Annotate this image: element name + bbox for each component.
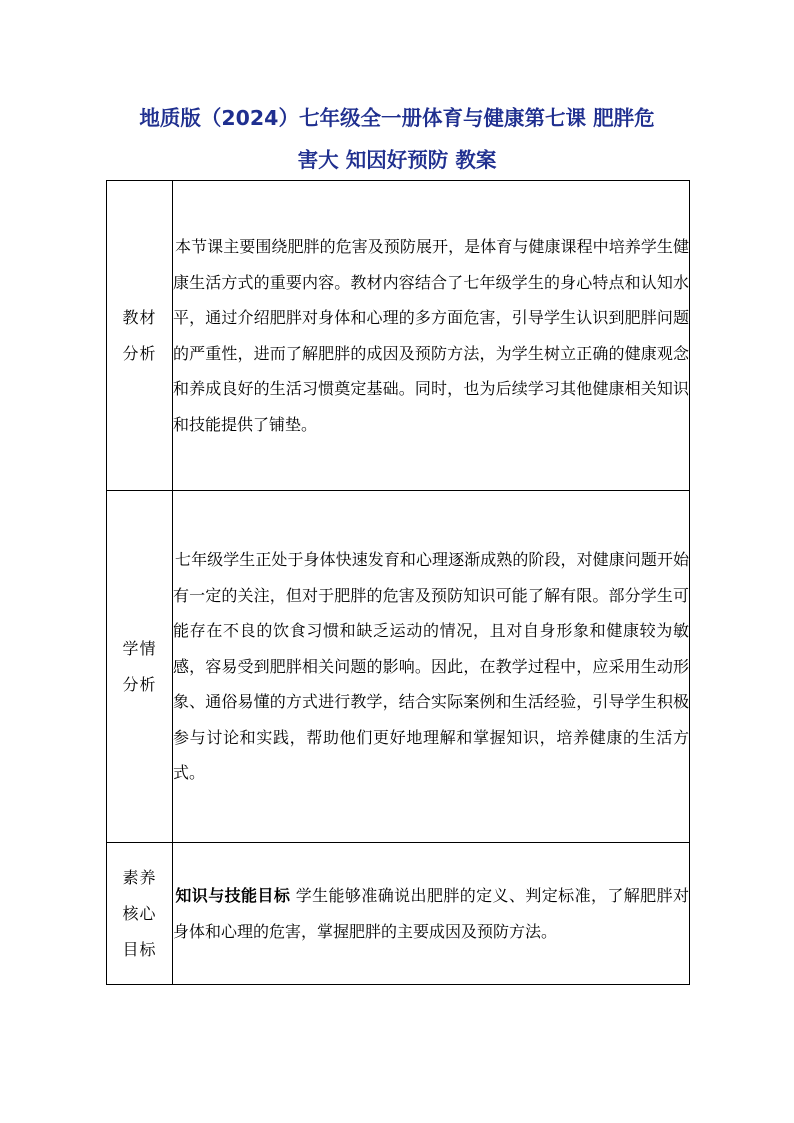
row-label-student-analysis: [107, 491, 173, 843]
row-content-core-goals: [173, 843, 690, 985]
row-label-core-goals: [107, 843, 173, 985]
table-row-core-goals: [107, 843, 690, 985]
row-label-textbook-analysis: [107, 181, 173, 491]
document-title-line-1: 地质版（2024）七年级全一册体育与健康第七课 肥胖危: [139, 106, 655, 130]
lesson-plan-table: [106, 180, 690, 985]
row-content-student-analysis: [173, 491, 690, 843]
row-label-line: 教材: [122, 307, 157, 327]
row-content-text: 七年级学生正处于身体快速发育和心理逐渐成熟的阶段，对健康问题开始有一定的关注，但对于肥胖的危害及预防知识可能了解有限。部分学生可能存在不良的饮食习惯和缺乏运动的情况，且对自身形象和健康较为敏感，容易受到肥胖相关问题的影响。因此，在教学过程中，应采用生动形象、通俗易懂的方式进行教学，结合实际案例和生活经验，引导学生积极参与讨论和实践，帮助他们更好地理解和掌握知识，培养健康的生活方式。: [173, 550, 689, 783]
row-label-line: 分析: [122, 674, 157, 694]
document-title-line-2: 害大 知因好预防 教案: [297, 148, 497, 172]
table-row-textbook-analysis: [107, 181, 690, 491]
row-label-line: 学情: [122, 638, 157, 658]
table-row-student-analysis: [107, 491, 690, 843]
row-label-line: 核心: [122, 903, 157, 923]
row-content-text: 本节课主要围绕肥胖的危害及预防展开，是体育与健康课程中培养学生健康生活方式的重要内容。教材内容结合了七年级学生的身心特点和认知水平，通过介绍肥胖对身体和心理的多方面危害，引导学生认识到肥胖问题的严重性，进而了解肥胖的成因及预防方法，为学生树立正确的健康观念和养成良好的生活习惯奠定基础。同时，也为后续学习其他健康相关知识和技能提供了铺垫。: [173, 237, 689, 434]
row-label-line: 素养: [122, 867, 157, 887]
goal-heading: 知识与技能目标: [175, 886, 291, 905]
row-content-textbook-analysis: [173, 181, 690, 491]
row-label-line: 分析: [122, 343, 157, 363]
row-label-line: 目标: [122, 939, 157, 959]
row-content-text: 学生能够准确说出肥胖的定义、判定标准，了解肥胖对身体和心理的危害，掌握肥胖的主要成因及预防方法。: [173, 886, 689, 941]
